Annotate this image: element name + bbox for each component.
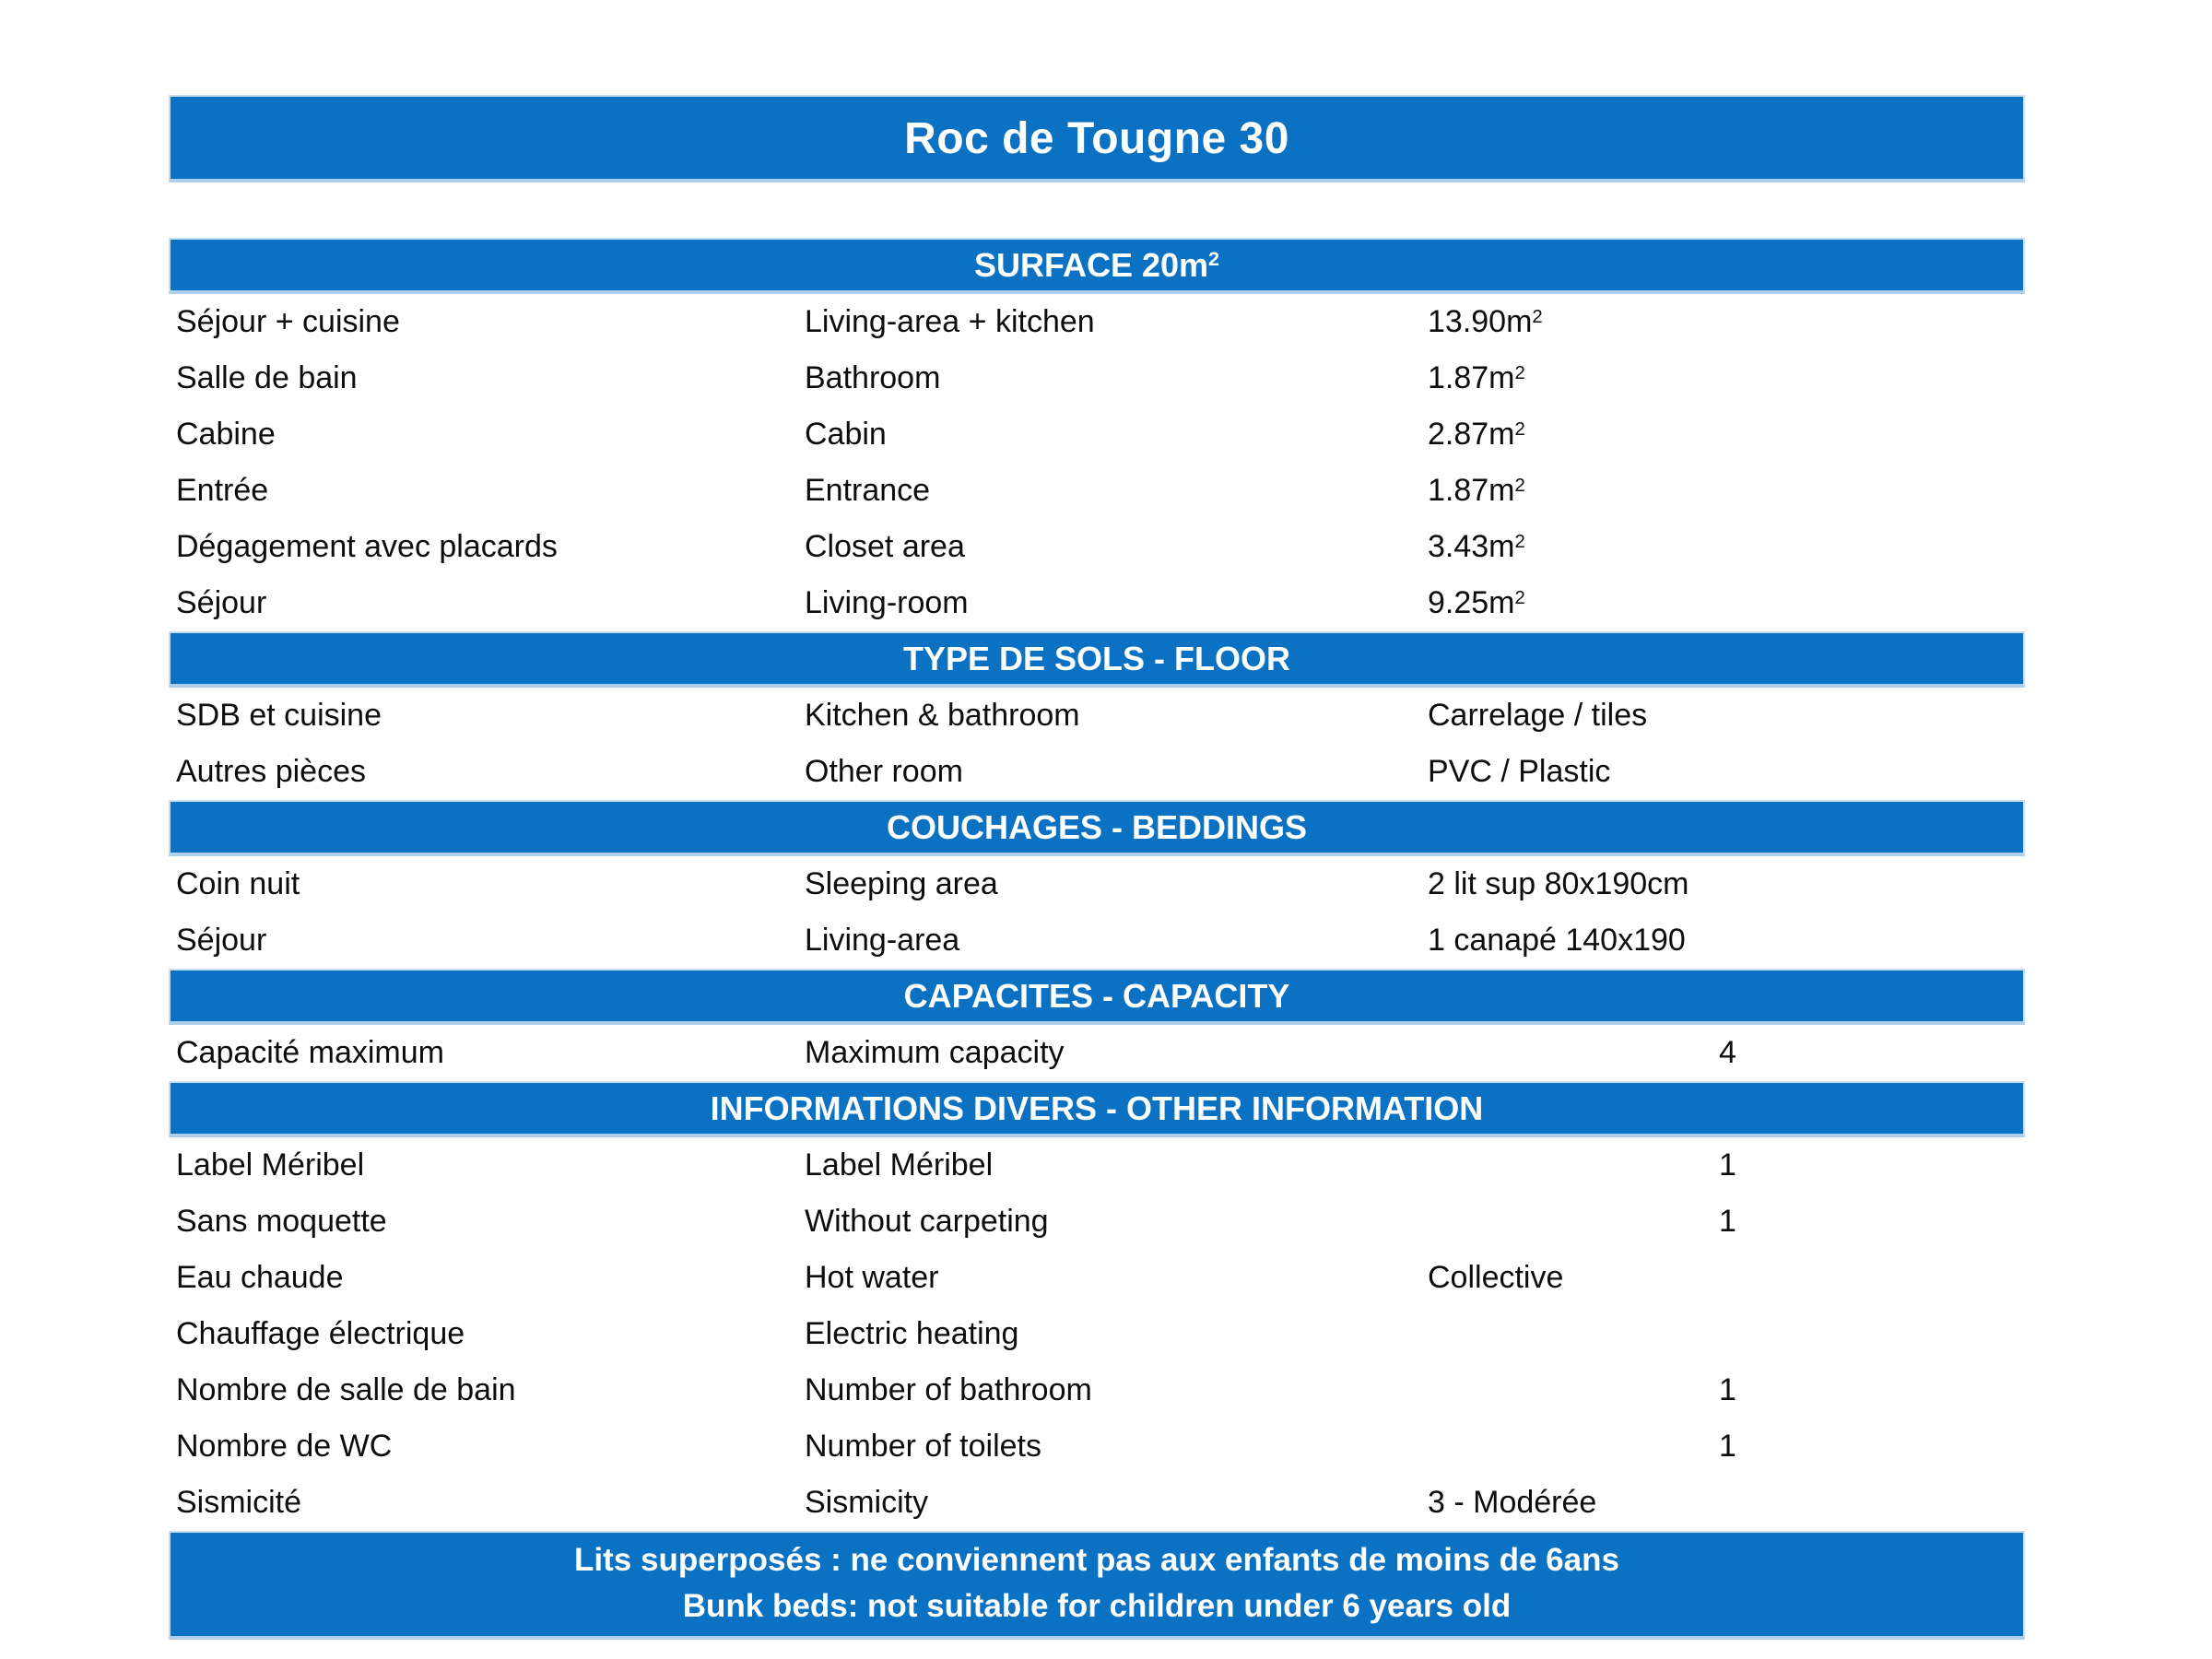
table-row xyxy=(169,463,2025,519)
label-fr: Séjour xyxy=(176,585,267,620)
label-fr: Eau chaude xyxy=(176,1260,344,1295)
table-row xyxy=(169,406,2025,463)
label-fr: Nombre de salle de bain xyxy=(176,1372,516,1407)
label-fr: Entrée xyxy=(176,473,269,508)
value: Carrelage / tiles xyxy=(1428,698,1648,733)
value-sup: 2 xyxy=(1514,475,1525,496)
section-header-surface-label: SURFACE 20m xyxy=(973,246,1209,284)
label-en: Maximum capacity xyxy=(805,1035,1065,1070)
label-en: Electric heating xyxy=(805,1316,1019,1351)
label-fr: Chauffage électrique xyxy=(176,1316,465,1351)
label-en: Number of bathroom xyxy=(805,1372,1092,1407)
label-fr: Séjour xyxy=(176,923,267,958)
property-info-table xyxy=(169,95,2025,1640)
label-en: Living-room xyxy=(805,585,969,620)
value-sup: 2 xyxy=(1514,531,1525,552)
table-row xyxy=(169,1475,2025,1531)
label-en: Label Méribel xyxy=(805,1147,994,1182)
value xyxy=(1428,417,1719,453)
section-header-surface-sup: 2 xyxy=(1208,247,1220,271)
section-header-capacity: CAPACITES - CAPACITY xyxy=(169,969,2025,1025)
table-row xyxy=(169,294,2025,350)
label-fr: Nombre de WC xyxy=(176,1429,393,1464)
label-en: Entrance xyxy=(805,473,931,508)
section-header-other-information: INFORMATIONS DIVERS - OTHER INFORMATION xyxy=(169,1081,2025,1137)
label-en: Bathroom xyxy=(805,360,941,395)
value-sup: 2 xyxy=(1514,418,1525,440)
label-fr: Sans moquette xyxy=(176,1204,387,1239)
title-gap xyxy=(169,182,2025,238)
value xyxy=(1428,529,1719,565)
value-text: 13.90m xyxy=(1428,304,1533,339)
value-sup: 2 xyxy=(1514,362,1525,383)
value-text: 2.87m xyxy=(1428,417,1515,452)
label-en: Sismicity xyxy=(805,1485,929,1520)
value: Collective xyxy=(1428,1260,1564,1295)
table-row xyxy=(169,350,2025,406)
label-en: Number of toilets xyxy=(805,1429,1041,1464)
value xyxy=(1428,585,1719,621)
section-header-floor: TYPE DE SOLS - FLOOR xyxy=(169,631,2025,688)
label-fr: Cabine xyxy=(176,417,276,452)
table-row xyxy=(169,1362,2025,1418)
value: 1 canapé 140x190 xyxy=(1428,923,1686,958)
count: 1 xyxy=(1719,1429,1736,1464)
value-text: 3.43m xyxy=(1428,529,1515,564)
table-row xyxy=(169,1137,2025,1194)
label-fr: Coin nuit xyxy=(176,866,300,901)
value: 3 - Modérée xyxy=(1428,1485,1597,1520)
label-en: Sleeping area xyxy=(805,866,998,901)
label-fr: Capacité maximum xyxy=(176,1035,444,1070)
table-row xyxy=(169,519,2025,575)
table-row xyxy=(169,1250,2025,1306)
value-text: 1.87m xyxy=(1428,360,1515,395)
table-row xyxy=(169,1194,2025,1250)
label-en: Closet area xyxy=(805,529,965,564)
section-header-beddings: COUCHAGES - BEDDINGS xyxy=(169,800,2025,856)
label-en: Other room xyxy=(805,754,963,789)
table-row xyxy=(169,1306,2025,1362)
label-fr: Dégagement avec placards xyxy=(176,529,558,564)
label-en: Cabin xyxy=(805,417,887,452)
label-en: Hot water xyxy=(805,1260,939,1295)
label-en: Kitchen & bathroom xyxy=(805,698,1080,733)
value-sup: 2 xyxy=(1532,306,1543,327)
value xyxy=(1428,473,1719,509)
value: PVC / Plastic xyxy=(1428,754,1611,789)
label-fr: SDB et cuisine xyxy=(176,698,382,733)
value-text: 9.25m xyxy=(1428,585,1515,620)
value xyxy=(1428,360,1719,396)
label-fr: Séjour + cuisine xyxy=(176,304,400,339)
section-header-surface xyxy=(169,238,2025,294)
bunk-bed-warning-banner xyxy=(169,1531,2025,1640)
label-en: Living-area xyxy=(805,923,960,958)
table-row xyxy=(169,1418,2025,1475)
table-row xyxy=(169,856,2025,912)
count: 1 xyxy=(1719,1204,1736,1239)
value: 2 lit sup 80x190cm xyxy=(1428,866,1689,901)
table-row xyxy=(169,912,2025,969)
count: 1 xyxy=(1719,1372,1736,1407)
label-fr: Salle de bain xyxy=(176,360,358,395)
value-sup: 2 xyxy=(1514,587,1525,608)
page-title: Roc de Tougne 30 xyxy=(169,95,2025,182)
label-fr: Sismicité xyxy=(176,1485,302,1520)
table-row xyxy=(169,1025,2025,1081)
value xyxy=(1428,304,1719,340)
value-text: 1.87m xyxy=(1428,473,1515,508)
label-en: Without carpeting xyxy=(805,1204,1049,1239)
table-row xyxy=(169,575,2025,631)
table-row xyxy=(169,688,2025,744)
table-row xyxy=(169,744,2025,800)
count: 1 xyxy=(1719,1147,1736,1182)
count: 4 xyxy=(1719,1035,1736,1070)
label-en: Living-area + kitchen xyxy=(805,304,1095,339)
label-fr: Autres pièces xyxy=(176,754,366,789)
warning-line-en: Bunk beds: not suitable for children under 6 years old xyxy=(682,1587,1512,1624)
warning-line-fr: Lits superposés : ne conviennent pas aux enfants de moins de 6ans xyxy=(574,1542,1619,1578)
label-fr: Label Méribel xyxy=(176,1147,365,1182)
